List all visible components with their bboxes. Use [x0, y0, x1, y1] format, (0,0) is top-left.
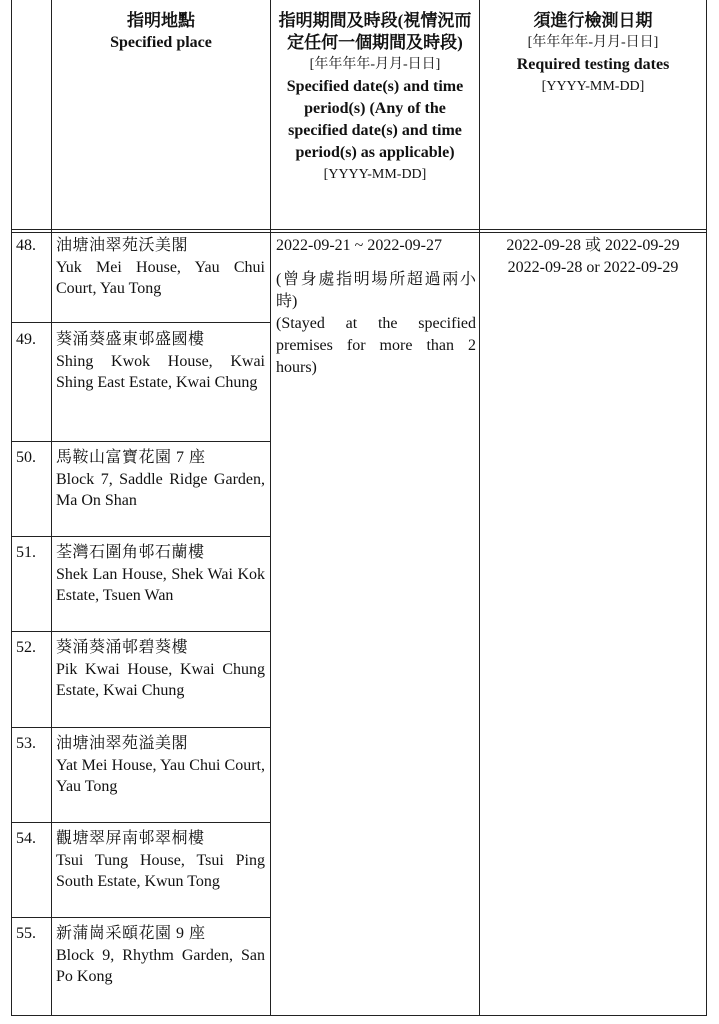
header-period — [276, 10, 474, 186]
place-name-en: Tsui Tung House, Tsui Ping South Estate, Kwun Tong — [56, 851, 265, 890]
place-name-en: Block 7, Saddle Ridge Garden, Ma On Shan — [56, 470, 265, 509]
header-testing-en: Required testing dates — [516, 56, 670, 73]
testing-cell — [484, 235, 702, 279]
place-name-en: Pik Kwai House, Kwai Chung Estate, Kwai Chung — [56, 660, 265, 699]
place-cell — [56, 235, 268, 300]
place-name-en: Shek Lan House, Shek Wai Kok Estate, Tsuen Wan — [56, 565, 265, 604]
header-testing-zh: 須進行檢測日期 — [533, 11, 653, 30]
period-note-en: (Stayed at the specified premises for more than 2 hours) — [276, 315, 476, 376]
row-number: 50. — [16, 449, 36, 466]
place-name-zh: 油塘油翠苑溢美閣 — [56, 735, 189, 752]
place-name-zh: 觀塘翠屏南邨翠桐樓 — [56, 830, 205, 847]
place-name-en: Yat Mei House, Yau Chui Court, Yau Tong — [56, 756, 265, 795]
row-number: 53. — [16, 735, 36, 752]
header-place-en: Specified place — [110, 34, 212, 51]
place-name-zh: 馬鞍山富寶花園 7 座 — [56, 449, 206, 466]
header-place — [52, 10, 270, 54]
period-dates: 2022-09-21 ~ 2022-09-27 — [276, 237, 442, 254]
place-name-zh: 葵涌葵涌邨碧葵樓 — [56, 639, 189, 656]
place-name-zh: 油塘油翠苑沃美閣 — [56, 237, 189, 254]
period-note-zh: (曾身處指明場所超過兩小時) — [276, 271, 476, 310]
place-name-en: Block 9, Rhythm Garden, San Po Kong — [56, 946, 265, 985]
header-testing — [486, 10, 700, 98]
testing-dates-zh: 2022-09-28 或 2022-09-29 — [506, 237, 680, 254]
place-name-en: Yuk Mei House, Yau Chui Court, Yau Tong — [56, 258, 265, 297]
period-cell — [276, 235, 476, 379]
row-number: 52. — [16, 639, 36, 656]
place-name-zh: 葵涌葵盛東邨盛國樓 — [56, 331, 205, 348]
header-period-format-en: [YYYY-MM-DD] — [323, 167, 427, 182]
place-cell — [56, 828, 268, 893]
place-name-zh: 新蒲崗采頤花園 9 座 — [56, 925, 206, 942]
header-period-en: Specified date(s) and time period(s) (Any of the specified date(s) and time period(s) as applicable) — [286, 78, 464, 161]
place-name-en: Shing Kwok House, Kwai Shing East Estate, Kwai Chung — [56, 352, 265, 391]
row-number: 51. — [16, 544, 36, 561]
header-period-zh: 指明期間及時段(視情況而定任何一個期間及時段) — [278, 11, 472, 52]
place-cell — [56, 542, 268, 607]
row-number: 48. — [16, 237, 36, 254]
place-cell — [56, 637, 268, 702]
place-cell — [56, 329, 268, 394]
place-cell — [56, 733, 268, 798]
testing-dates-en: 2022-09-28 or 2022-09-29 — [507, 259, 679, 276]
row-number: 55. — [16, 925, 36, 942]
place-name-zh: 荃灣石圍角邨石蘭樓 — [56, 544, 205, 561]
place-cell — [56, 447, 268, 512]
row-number: 54. — [16, 830, 36, 847]
row-number: 49. — [16, 331, 36, 348]
header-testing-format-zh: [年年年年-月月-日日] — [527, 35, 659, 50]
place-cell — [56, 923, 268, 988]
header-place-zh: 指明地點 — [127, 11, 195, 30]
header-period-format-zh: [年年年年-月月-日日] — [309, 57, 441, 72]
header-testing-format-en: [YYYY-MM-DD] — [541, 79, 645, 94]
